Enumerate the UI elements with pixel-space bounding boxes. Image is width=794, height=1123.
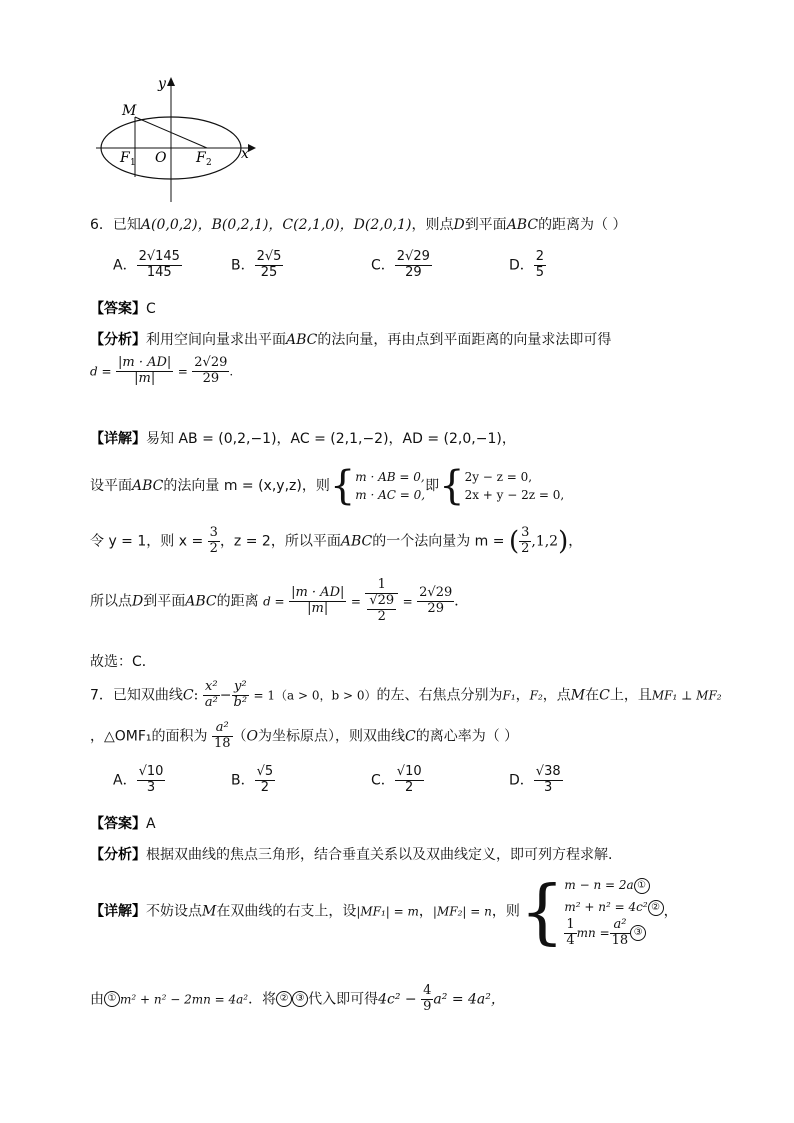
q6-option-d-num: 2	[535, 249, 545, 264]
q7-f2: F₂	[529, 688, 543, 703]
q7-option-b-label: B．	[231, 772, 255, 789]
q7-curve-2: C	[599, 687, 610, 704]
q7-sys3-b: 4	[566, 932, 575, 948]
q7-sys3-a: 1	[566, 917, 575, 932]
q6-detail-4-end: ．	[454, 593, 469, 610]
q6-detail-3a: 令 y = 1，则 x =	[90, 533, 204, 550]
q6-detail-4-s29: √29	[369, 592, 395, 608]
q6-formula-num: |m · AD|	[118, 355, 172, 370]
q7-option-c-den: 2	[405, 779, 414, 795]
q6-answer	[90, 298, 156, 318]
q7-stem-d: 在	[585, 687, 600, 704]
label-M: M	[122, 103, 137, 119]
q6-brace-2: {	[439, 463, 465, 509]
q6-formula-lhs: d =	[90, 364, 112, 379]
q7-last-fnum: 4	[423, 983, 432, 998]
q7-circ-1: ①	[634, 878, 650, 894]
q7-option-a-num: √10	[138, 764, 164, 779]
q7-curve: C	[182, 687, 194, 704]
q7-perp: MF₁ ⊥ MF₂	[651, 688, 722, 703]
q6-sys1b: m · AC = 0,	[355, 488, 426, 502]
q6-analysis-tag: 【分析】	[90, 332, 146, 348]
q7-sys2: m² + n² = 4c²	[564, 900, 648, 914]
q6-option-b-num: 2√5	[256, 249, 282, 264]
q6-pt-D: D	[453, 217, 465, 233]
q6-detail-3c: 的一个法向量为 m =	[372, 533, 505, 550]
q6-formula-rden: 29	[202, 370, 220, 386]
q6-answer-value: C	[146, 301, 156, 317]
q6-option-d-label: D．	[509, 257, 534, 274]
q6-detail-4-one: 1	[365, 578, 398, 594]
q7-minus: −	[219, 687, 232, 704]
q7-stem-b: 的左、右焦点分别为	[376, 687, 503, 704]
q7-stem-line-1	[90, 680, 722, 711]
q7-comma: ，	[515, 687, 530, 704]
q6-analysis-formula	[90, 356, 233, 387]
q7-stem-e: 上，且	[609, 687, 652, 704]
ellipse-figure	[90, 72, 270, 207]
q6-detail-3-m-num: 3	[521, 525, 530, 540]
q7-sys1: m − n = 2a	[564, 878, 634, 892]
q7-last-fden: 9	[423, 998, 432, 1014]
q7-number: 7．	[90, 687, 113, 704]
q7-stem-c: ，点	[542, 687, 571, 704]
q6-detail-2-plane: ABC	[132, 478, 164, 494]
q7-last-circ-3: ③	[292, 991, 308, 1007]
q6-analysis	[90, 329, 611, 349]
q6-detail-4-d: d =	[263, 594, 285, 609]
y-axis-arrow-icon	[167, 77, 175, 86]
q7-stem-a: 已知双曲线	[112, 687, 183, 704]
q6-paren-close: )	[558, 526, 569, 557]
q7-mf2: |MF₂| = n	[432, 904, 492, 919]
label-O: O	[155, 150, 167, 166]
q6-analysis-plane: ABC	[286, 332, 318, 348]
q6-detail-4-num: |m · AD|	[291, 584, 345, 600]
label-F2: F	[196, 150, 206, 166]
q6-analysis-a: 利用空间向量求出平面	[146, 332, 286, 348]
q7-area-den: 18	[213, 735, 231, 751]
q6-detail-3-plane: ABC	[340, 533, 373, 550]
label-F2-sub: 2	[206, 158, 212, 168]
q7-f2-num: y²	[232, 680, 250, 696]
q6-detail-line-3: 令 y = 1，则 x = $\frac{3}{2}$ ，z = 2，所以平面ABC的一个法向量为 m = ( $\frac{3}{2}$ ,1,2)，	[90, 525, 583, 557]
q6-paren-open: (	[508, 526, 520, 557]
q6-stem	[90, 214, 627, 234]
q6-detail-3b: ，z = 2，所以平面	[219, 533, 341, 550]
q6-detail-3d: ,1,2	[531, 533, 559, 550]
q7-f1-num: x²	[203, 680, 220, 696]
q6-option-a-label: A．	[113, 257, 137, 274]
q6-option-c-num: 2√29	[396, 249, 430, 264]
q7-detail-tag: 【详解】	[90, 903, 146, 920]
q7-option-b-num: √5	[256, 764, 274, 779]
q6-detail-3-m-den: 2	[521, 540, 530, 556]
q6-number: 6．	[90, 217, 113, 233]
q6-option-d-den: 5	[535, 264, 545, 280]
label-x: x	[241, 146, 249, 162]
q7-last-eq: m² + n² − 2mn = 4a²	[120, 992, 249, 1007]
q7-detail-c: ，则	[491, 903, 520, 920]
q7-option-d-label: D．	[509, 772, 534, 789]
q6-option-b-den: 25	[260, 264, 278, 280]
q6-option-d	[509, 250, 546, 281]
q6-detail-4-D: D	[132, 593, 144, 610]
q7-last-expr-a: 4c² −	[378, 991, 417, 1008]
q7-last-b: ．将	[248, 991, 277, 1008]
q6-points: A(0,0,2)，B(0,2,1)，C(2,1,0)，D(2,0,1)	[140, 217, 412, 233]
q6-detail-2a: 设平面	[90, 478, 132, 494]
q6-detail-4-rnum: 2√29	[419, 584, 453, 600]
q7-area-num: a²	[212, 721, 233, 737]
q6-choose: 故选：C．	[90, 654, 156, 670]
q7-last-c: 代入即可得	[308, 991, 379, 1008]
q6-detail-line-1	[90, 428, 516, 448]
q7-mf1: |MF₁| = m	[356, 904, 419, 919]
q6-detail-2-mid: 即	[425, 478, 440, 494]
q6-option-c	[371, 250, 432, 281]
q7-analysis	[90, 844, 612, 864]
q7-option-d-den: 3	[544, 779, 553, 795]
q7-last-a: 由	[90, 991, 104, 1008]
q7-f1: F₁	[502, 688, 516, 703]
q7-option-c-label: C．	[371, 772, 395, 789]
q7-line2-curve: C	[405, 728, 416, 745]
q7-option-a-den: 3	[146, 779, 156, 795]
q7-detail-a: 不妨设点	[146, 903, 202, 920]
q7-detail-M: M	[202, 903, 217, 920]
q7-option-d-num: √38	[535, 764, 561, 779]
q7-colon: :	[193, 687, 199, 704]
q6-sys2a: 2y − z = 0,	[464, 470, 533, 484]
q6-detail-4-plane: ABC	[185, 593, 217, 610]
q6-detail-tag: 【详解】	[90, 431, 146, 447]
q7-option-b-den: 2	[260, 779, 270, 795]
q7-option-a-label: A．	[113, 772, 137, 789]
q6-detail-1: 易知 AB = (0,2,−1)，AC = (2,1,−2)，AD = (2,0,−1)，	[146, 431, 516, 447]
q7-detail-b: 在双曲线的右支上，设	[216, 903, 357, 920]
q6-option-c-den: 29	[405, 264, 422, 280]
q6-detail-2b: 的法向量 m = (x,y,z)，则	[163, 478, 330, 494]
q7-line2-d: 的离心率为（ ）	[415, 728, 519, 745]
x-axis-arrow-icon	[248, 144, 256, 152]
q7-last-circ-1: ①	[104, 991, 120, 1007]
q6-detail-line-2	[90, 463, 565, 509]
q6-detail-4-two: 2	[377, 608, 386, 624]
q6-option-a	[113, 250, 182, 281]
q6-option-a-den: 145	[146, 264, 172, 280]
q6-answer-tag: 【答案】	[90, 301, 146, 317]
q6-stem-d: 的距离为（ ）	[538, 217, 627, 233]
label-F1-sub: 1	[130, 158, 136, 168]
q6-formula-eq: =	[177, 364, 188, 379]
q7-detail-line: 【详解】不妨设点M在双曲线的右支上，设|MF₁| = m，|MF₂| = n，则{ m − n = 2a ① m² + n² = 4c² ② $\frac{1}{4}$ mn = $\frac{\text{a²}}{18}$ ③ ，	[90, 870, 678, 953]
q6-analysis-b: 的法向量，再由点到平面距离的向量求法即可得	[317, 332, 612, 348]
q6-formula-end: .	[229, 364, 234, 379]
q7-circ-3: ③	[630, 925, 646, 941]
label-F1: F	[120, 150, 130, 166]
q6-detail-4b: 到平面	[143, 593, 186, 610]
q7-answer	[90, 813, 156, 833]
q7-eq1: = 1（a > 0，b > 0）	[253, 688, 377, 703]
q6-detail-line-4	[90, 578, 468, 625]
q6-brace-1: {	[329, 463, 356, 509]
q6-option-c-label: C．	[371, 257, 395, 274]
q6-detail-4-den: |m|	[307, 600, 329, 616]
q7-analysis-tag: 【分析】	[90, 847, 146, 863]
q6-detail-3-fnum: 3	[209, 525, 218, 540]
q6-stem-c: 到平面	[464, 217, 507, 233]
q7-option-b	[231, 765, 275, 796]
q6-sys2b: 2x + y − 2z = 0,	[464, 488, 565, 502]
q7-last-expr-b: a² = 4a²，	[433, 991, 505, 1008]
q7-f1-den: a²	[204, 694, 218, 710]
q7-last-circ-2: ②	[276, 991, 292, 1007]
q6-plane: ABC	[506, 217, 539, 233]
q7-detail-end: ，	[663, 903, 678, 920]
q6-sys1a: m · AB = 0,	[355, 470, 425, 484]
q6-formula-den: |m|	[134, 370, 156, 386]
q7-f2-den: b²	[233, 694, 248, 710]
q6-stem-b: ，则点	[411, 217, 454, 233]
q7-option-c	[371, 765, 424, 796]
q6-detail-4-eq2: =	[402, 594, 413, 609]
q7-line2-O: O	[246, 728, 259, 745]
q7-sys3-num: a²	[610, 918, 631, 934]
q6-formula-rnum: 2√29	[194, 355, 228, 370]
q6-detail-4-eq: =	[350, 594, 361, 609]
q7-circ-2: ②	[648, 900, 664, 916]
q7-option-d	[509, 765, 563, 796]
q6-stem-a: 已知	[112, 217, 141, 233]
q7-line2-a: ，△OMF₁的面积为	[90, 728, 208, 745]
q6-detail-4-rden: 29	[427, 600, 444, 616]
q7-line2-c: 为坐标原点），则双曲线	[258, 728, 406, 745]
q6-detail-3-fden: 2	[209, 540, 218, 556]
q7-answer-value: A	[146, 816, 156, 832]
q7-sys3-den: 18	[611, 932, 629, 948]
q7-pt-M: M	[570, 687, 586, 704]
q7-option-a	[113, 765, 165, 796]
q7-option-c-num: √10	[396, 764, 422, 779]
q6-detail-4a: 所以点	[90, 593, 132, 610]
q6-option-a-num: 2√145	[138, 249, 180, 264]
q7-brace: {	[519, 870, 565, 953]
q7-stem-line-2	[90, 721, 518, 752]
q7-line2-b: （	[232, 728, 247, 745]
q6-option-b	[231, 250, 283, 281]
q7-sys3-c: mn =	[576, 925, 610, 940]
q6-option-b-label: B．	[231, 257, 255, 274]
q7-last-line	[90, 984, 505, 1015]
q6-detail-4c: 的距离	[216, 593, 259, 610]
q7-analysis-text: 根据双曲线的焦点三角形，结合垂直关系以及双曲线定义，即可列方程求解.	[146, 847, 613, 863]
q7-answer-tag: 【答案】	[90, 816, 146, 832]
label-y: y	[158, 76, 166, 92]
